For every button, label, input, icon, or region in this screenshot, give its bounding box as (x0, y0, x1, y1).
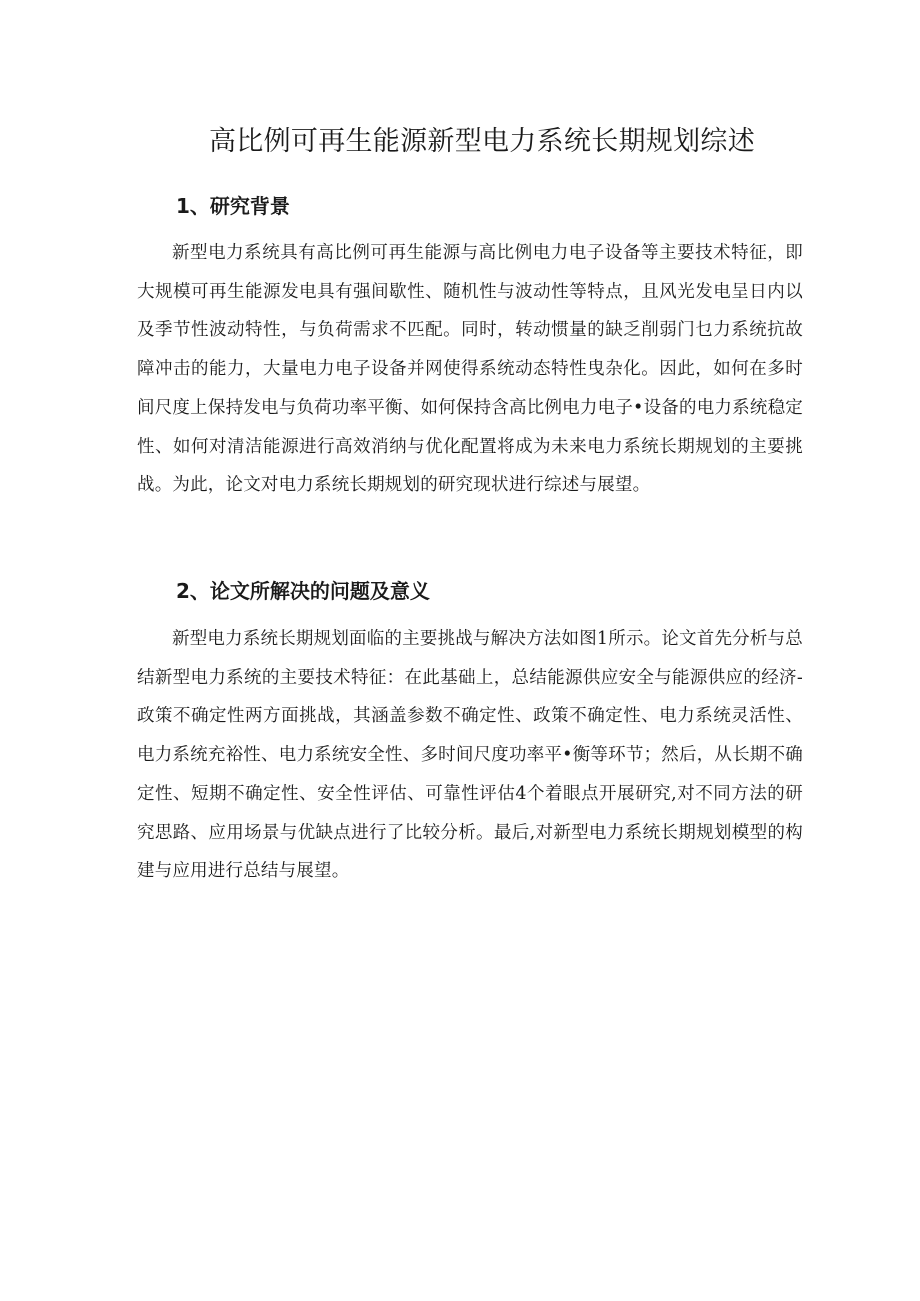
section-paragraph-background: 新型电力系统具有高比例可再生能源与高比例电力电子设备等主要技术特征，即大规模可再生能源发电具有强间歇性、随机性与波动性等特点，且风光发电呈日内以及季节性波动特性，与负荷需求不匹配。同时，转动惯量的缺乏削弱门乜力系统抗故障冲击的能力，大量电力电子设备并网使得系统动态特性曳杂化。因此，如何在多时间尺度上保持发电与负荷功率平衡、如何保持含高比例电力电子•设备的电力系统稳定性、如何对清洁能源进行高效消纳与优化配置将成为未来电力系统长期规划的主要挑战。为此，论文对电力系统长期规划的研究现状进行综述与展望。 (137, 243, 803, 496)
section-heading-problems: 2、论文所解决的问题及意义 (176, 579, 430, 603)
section-heading-background: 1、研究背景 (176, 194, 290, 218)
document-title: 高比例可再生能源新型电力系统长期规划综述 (209, 126, 755, 157)
section-paragraph-problems: 新型电力系统长期规划面临的主要挑战与解决方法如图1所示。论文首先分析与总结新型电力系统的主要技术特征：在此基础上，总结能源供应安全与能源供应的经济-政策不确定性两方面挑战，其涵盖参数不确定性、政策不确定性、电力系统灵活性、电力系统充裕性、电力系统安全性、多时间尺度功率平•衡等环节；然后，从长期不确定性、短期不确定性、安全性评估、可靠性评估4个着眼点开展研究,对不同方法的研究思路、应用场景与优缺点进行了比较分析。最后,对新型电力系统长期规划模型的构建与应用进行总结与展望。 (137, 629, 803, 882)
